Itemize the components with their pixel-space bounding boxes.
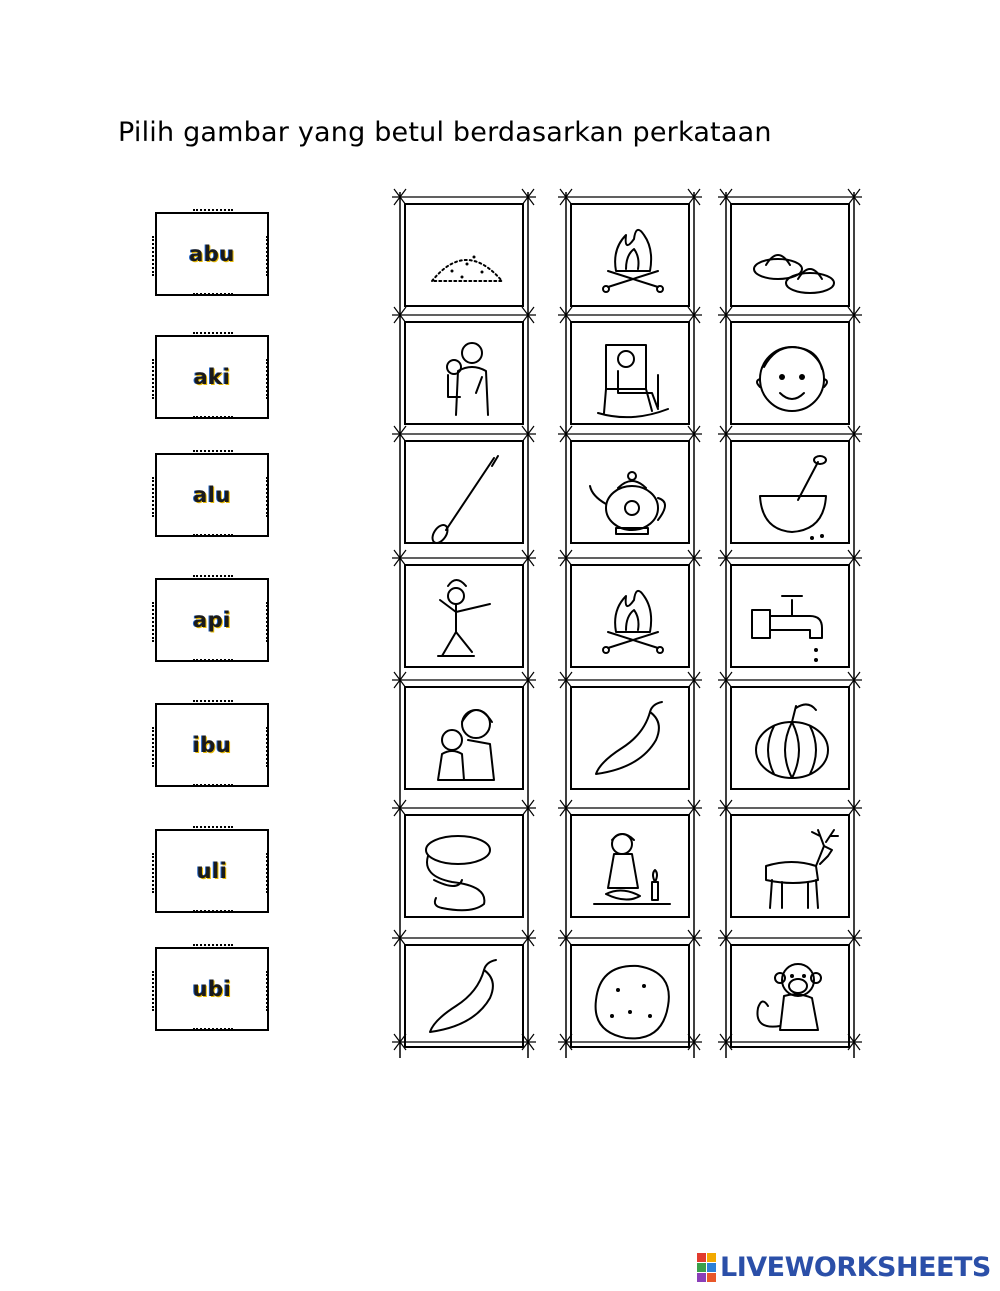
father-and-child-icon: [412, 327, 518, 423]
word-card-ibu[interactable]: [155, 703, 269, 787]
word-card-aki[interactable]: [155, 335, 269, 419]
picture-option[interactable]: [570, 321, 690, 425]
card-ornament: [266, 359, 274, 399]
word-label: ubi: [192, 977, 232, 1001]
girl-kneading-dough-icon: [578, 820, 684, 916]
picture-option[interactable]: [404, 321, 524, 425]
word-label: abu: [189, 242, 235, 266]
deer-icon: [738, 820, 844, 916]
card-ornament: [193, 910, 233, 918]
picture-option[interactable]: [730, 321, 850, 425]
teapot-icon: [578, 446, 684, 542]
card-ornament: [152, 727, 160, 767]
picture-option[interactable]: [570, 564, 690, 668]
card-ornament: [152, 359, 160, 399]
logo-block: [697, 1263, 706, 1272]
chili-pepper-icon: [578, 692, 684, 788]
picture-option[interactable]: [404, 203, 524, 307]
card-ornament: [193, 450, 233, 458]
monkey-icon: [738, 950, 844, 1046]
picture-option[interactable]: [570, 440, 690, 544]
mother-and-child-icon: [412, 692, 518, 788]
pestle-icon: [412, 446, 518, 542]
grandfather-rocking-chair-icon: [578, 327, 684, 423]
word-label: api: [193, 608, 231, 632]
logo-blocks-icon: [697, 1253, 716, 1282]
chili-pepper-icon: [412, 950, 518, 1046]
card-ornament: [266, 727, 274, 767]
word-card-uli[interactable]: [155, 829, 269, 913]
picture-option[interactable]: [730, 440, 850, 544]
card-ornament: [152, 477, 160, 517]
card-ornament: [193, 826, 233, 834]
picture-option[interactable]: [730, 686, 850, 790]
logo-block: [707, 1263, 716, 1272]
card-ornament: [193, 416, 233, 424]
picture-option[interactable]: [404, 944, 524, 1048]
word-label: aki: [193, 365, 231, 389]
picture-option[interactable]: [730, 944, 850, 1048]
card-ornament: [193, 293, 233, 301]
picture-option[interactable]: [570, 944, 690, 1048]
card-ornament: [152, 971, 160, 1011]
rope-icon: [412, 820, 518, 916]
picture-option[interactable]: [404, 814, 524, 918]
logo-block: [707, 1253, 716, 1262]
picture-option[interactable]: [730, 203, 850, 307]
pumpkin-icon: [738, 692, 844, 788]
card-ornament: [193, 209, 233, 217]
word-card-api[interactable]: [155, 578, 269, 662]
logo-brand-text: LIVEWORKSHEETS: [720, 1251, 991, 1283]
card-ornament: [266, 477, 274, 517]
card-ornament: [266, 602, 274, 642]
picture-option[interactable]: [570, 203, 690, 307]
card-ornament: [193, 332, 233, 340]
card-ornament: [266, 853, 274, 893]
word-card-alu[interactable]: [155, 453, 269, 537]
logo-block: [707, 1273, 716, 1282]
picture-option[interactable]: [404, 686, 524, 790]
logo-block: [697, 1253, 706, 1262]
word-label: ibu: [192, 733, 232, 757]
card-ornament: [193, 700, 233, 708]
water-tap-icon: [738, 570, 844, 666]
card-ornament: [193, 659, 233, 667]
dancing-figure-icon: [412, 570, 518, 666]
card-ornament: [152, 853, 160, 893]
card-ornament: [193, 575, 233, 583]
card-ornament: [266, 971, 274, 1011]
picture-option[interactable]: [730, 564, 850, 668]
picture-option[interactable]: [730, 814, 850, 918]
picture-option[interactable]: [404, 440, 524, 544]
campfire-icon: [578, 570, 684, 666]
card-ornament: [266, 236, 274, 276]
liveworksheets-logo: [697, 1250, 991, 1284]
logo-block: [697, 1273, 706, 1282]
campfire-icon: [578, 209, 684, 305]
picture-option[interactable]: [570, 686, 690, 790]
card-ornament: [193, 1028, 233, 1036]
sandals-icon: [738, 209, 844, 305]
card-ornament: [193, 534, 233, 542]
mortar-and-pestle-icon: [738, 446, 844, 542]
picture-option[interactable]: [404, 564, 524, 668]
word-label: uli: [196, 859, 228, 883]
card-ornament: [193, 784, 233, 792]
word-label: alu: [193, 483, 231, 507]
word-card-ubi[interactable]: [155, 947, 269, 1031]
instruction-heading: Pilih gambar yang betul berdasarkan perkataan: [118, 117, 772, 148]
card-ornament: [193, 944, 233, 952]
sweet-potato-icon: [578, 950, 684, 1046]
card-ornament: [152, 236, 160, 276]
picture-option[interactable]: [570, 814, 690, 918]
word-card-abu[interactable]: [155, 212, 269, 296]
boy-face-icon: [738, 327, 844, 423]
card-ornament: [152, 602, 160, 642]
abu-pile-icon: [412, 209, 518, 305]
